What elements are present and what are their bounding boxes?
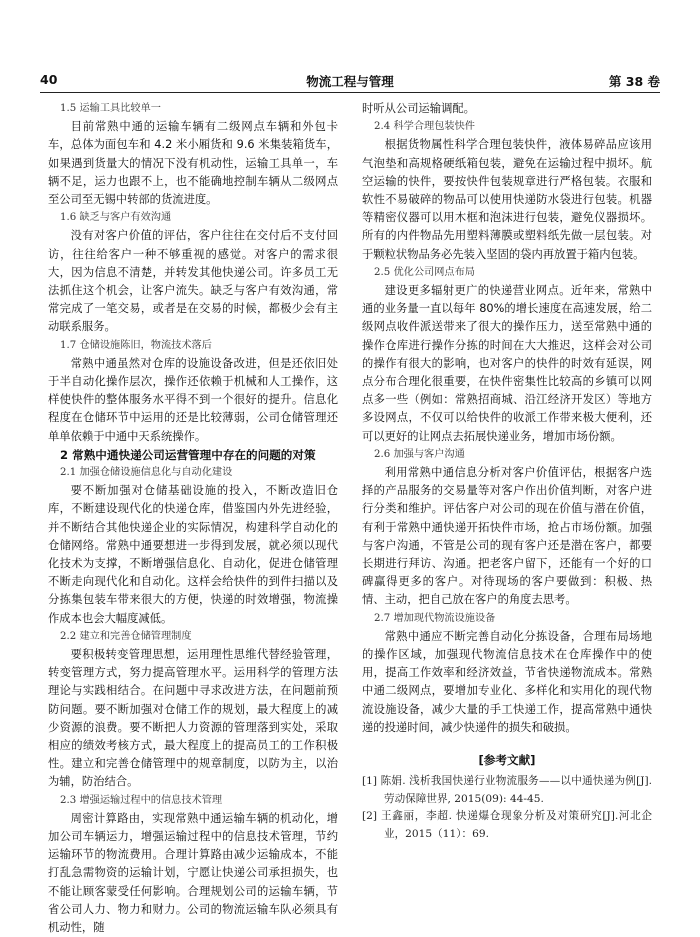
section-1-6-paragraph: 没有对客户价值的评估，客户往往在交付后不支付回访，往往给客户一种不够重视的感觉。对客户的需求很大，因为信息不清楚，并转发其他快递公司。许多员工无法抓住这个机会，让客户流失。缺乏与客户有效沟通，常常完成了一笔交易，或者是在交易的时候，都极少会有主动联系服务。 xyxy=(48,229,338,334)
section-2-6-paragraph: 利用常熟中通信息分析对客户价值评估，根据客户选择的产品服务的交易量等对客户作出价值判断，对客户进行分类和维护。评估客户对公司的现在价值与潜在价值，有利于常熟中通快递开拓快件市场，抢占市场份额。加强与客户沟通，不管是公司的现有客户还是潜在客户，都要长期进行拜访、沟通。把老客户留下，还能有一个好的口碑赢得更多的客户。对待现场的客户要做到：积极、热情、主动，把自己放在客户的角度去思考。 xyxy=(362,466,652,607)
journal-title: 物流工程与管理 xyxy=(306,74,394,89)
section-2-5-paragraph: 建设更多辐射更广的快递营业网点。近年来，常熟中通的业务量一直以每年 80%的增长速度在高速发展，给二级网点收件派送带来了很大的操作压力，送至常熟中通的操作仓库进行操作分拣的时间在大大推迟，这样会对公司的操作有很大的影响，也对客户的快件的时效有延误，网点分布合理化很重要，在快件密集性比较高的乡镇可以网点多一些（例如：常熟招商城、沿江经济开发区）等地方多设网点，不仅可以给快件的收派工作带来极大便利，还可以更好的让网点去拓展快递业务，增加市场份额。 xyxy=(362,284,652,443)
section-1-5-heading: 1.5 运输工具比较单一 xyxy=(60,103,161,114)
references-heading: [参考文献] xyxy=(478,753,536,768)
section-2-1-paragraph: 要不断加强对仓储基础设施的投入，不断改造旧仓库，不断建设现代化的快递仓库，借鉴国内外先进经验，并不断结合其他快递企业的实际情况，构建科学自动化的仓储网络。常熟中通要想进一步得到发展，就必须以现代化技术为支撑，不断增强信息化、自动化，促进仓储管理不断走向现代化和自动化。这样会给快件的到件扫描以及分拣集包装车带来很大的方便，快递的时效增强，物流操作成本也会大幅度减低。 xyxy=(48,484,338,625)
section-1-7-heading: 1.7 仓储设施陈旧，物流技术落后 xyxy=(60,339,212,351)
section-2-4-paragraph: 根据货物属性科学合理包装快件，液体易碎品应该用气泡垫和高规格硬纸箱包装，避免在运输过程中损坏。航空运输的快件，要按快件包装规章进行严格包装。衣服和软性不易破碎的物品可以使用快递防水袋进行包装。机器等精密仪器可以用木框和泡沫进行包装，避免仪器损坏。所有的内件物品先用塑料薄膜或塑料纸先做一层包装。对于颗粒状物品务必先装入坚固的袋内再放置于箱内包装。 xyxy=(362,138,652,261)
left-column xyxy=(48,100,338,937)
reference-item: [1] 陈娟. 浅析我国快递行业物流服务——以中通快递为例[J]. 劳动保障世界, 2015(09): 44-45. xyxy=(362,775,652,805)
continued-paragraph: 时听从公司运输调配。 xyxy=(362,102,475,115)
section-1-5-paragraph: 目前常熟中通的运输车辆有二级网点车辆和外包卡车，总体为面包车和 4.2 米小厢货和 9.6 米集装箱货车，如果遇到货量大的情况下没有机动性，运输工具单一，车辆不足，运力也跟不上，也不能确地控制车辆从二级网点至公司至无锡中转部的货流进度。 xyxy=(48,120,338,206)
right-column xyxy=(362,100,652,843)
section-2-7-paragraph: 常熟中通应不断完善自动化分拣设备，合理布局场地的操作区域，加强现代物流信息技术在仓库操作中的使用，提高工作效率和经济效益，节省快递物流成本。常熟中通二级网点，要增加专业化、多样化和实用化的现代物流设施设备，减少大量的手工快递工作，提高常熟中通快递的投递时间，减少快递件的损失和破损。 xyxy=(362,629,652,734)
section-2-heading: 2 常熟中通快递公司运营管理中存在的问题的对策 xyxy=(60,447,316,462)
reference-item: [2] 王鑫丽，李超. 快递爆仓现象分析及对策研究[J].河北企业，2015（11）：69. xyxy=(362,810,652,840)
section-1-7-paragraph: 常熟中通虽然对仓库的设施设备改进，但是还依旧处于半自动化操作层次，操作还依赖于机械和人工操作，这样使快件的整体服务水平得不到一个很好的提升。信息化程度在仓储环节中运用的还是比较薄弱，公司仓储管理还单单依赖于中通中天系统操作。 xyxy=(48,356,338,443)
volume-label: 第 38 卷 xyxy=(608,74,660,89)
section-2-5-heading: 2.5 优化公司网点布局 xyxy=(374,266,475,278)
section-2-1-heading: 2.1 加强仓储设施信息化与自动化建设 xyxy=(60,467,233,478)
page-number: 40 xyxy=(40,72,58,87)
section-2-6-heading: 2.6 加强与客户沟通 xyxy=(374,448,465,460)
section-2-3-paragraph: 周密计算路由，实现常熟中通运输车辆的机动化，增加公司车辆运力，增强运输过程中的信息技术管理，节约运输环节的物流费用。合理计算路由减少运输成本，不能打乱急需物资的运输计划，宁愿让快递公司承担损失，也不能让顾客蒙受任何影响。合理规划公司的运输车辆，节省公司人力、物力和财力。公司的物流运输车队必须具有机动性，随 xyxy=(48,811,338,935)
section-2-2-paragraph: 要积极转变管理思想，运用理性思维代替经验管理，转变管理方式，努力提高管理水平。运用科学的管理方法理论与实践相结合。在问题中寻求改进方法，在问题前预防问题。要不断加强对仓储工作的规划，最大程度上的减少资源的浪费。要不断把人力资源的管理落到实处，采取相应的绩效考核方式，最大程度上的提高员工的工作积极性。建立和完善仓储管理中的规章制度，以防为主，以治为辅，防治结合。 xyxy=(48,648,338,789)
running-header xyxy=(40,72,660,93)
section-2-7-heading: 2.7 增加现代物流设施设备 xyxy=(374,612,496,624)
section-1-6-heading: 1.6 缺乏与客户有效沟通 xyxy=(60,212,172,224)
section-2-2-heading: 2.2 建立和完善仓储管理制度 xyxy=(60,630,192,642)
section-2-4-heading: 2.4 科学合理包装快件 xyxy=(374,121,475,133)
section-2-3-heading: 2.3 增强运输过程中的信息技术管理 xyxy=(60,794,223,806)
